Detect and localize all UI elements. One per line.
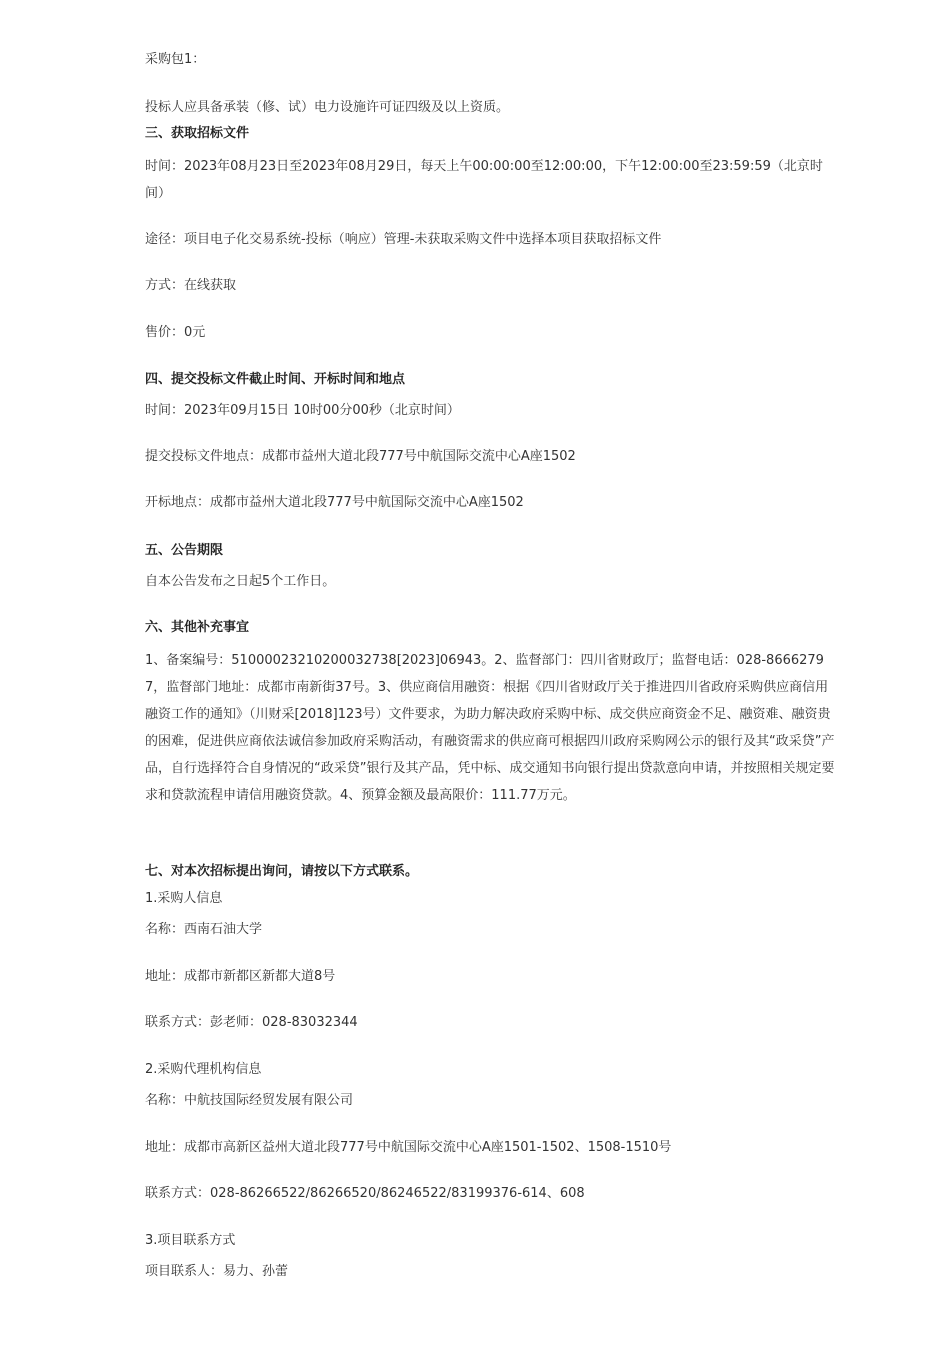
purchaser-name: 名称：西南石油大学 (145, 922, 263, 937)
section6-text: 1、备案编号：51000023210200032738[2023]06943。2、监督部门：四川省财政厅；监督电话：028-86662797，监督部门地址：成都市南新街37号。3、供应商信用融资：根据《四川省财政厅关于推进四川省政府采购供应商信用融资工作的通知》（川财采[2018]123号）文件要求，为助力解决政府采购中标、成交供应商资金不足、融资难、融资贵的困难，促进供应商依法诚信参加政府采购活动，有融资需求的供应商可根据四川政府采购网公示的银行及其“政采贷”产品，自行选择符合自身情况的“政采贷”银行及其产品，凭中标、成交通知书向银行提出贷款意向申请，并按照相关规定要求和贷款流程申请信用融资贷款。4、预算金额及最高限价：111.77万元。 (145, 653, 835, 803)
section4-submit-location: 提交投标文件地点：成都市益州大道北段777号中航国际交流中心A座1502 (145, 449, 576, 464)
qualification-text: 投标人应具备承装（修、试）电力设施许可证四级及以上资质。 (145, 100, 510, 115)
section4-heading: 四、提交投标文件截止时间、开标时间和地点 (145, 372, 406, 387)
agency-contact: 联系方式：028-86266522/86266520/86246522/83199376-614、608 (145, 1186, 585, 1201)
section7-heading: 七、对本次招标提出询问，请按以下方式联系。 (145, 864, 419, 879)
project-contact-person: 项目联系人：易力、孙蕾 (145, 1264, 289, 1279)
agency-name: 名称：中航技国际经贸发展有限公司 (145, 1093, 354, 1108)
section4-time: 时间：2023年09月15日 10时00分00秒（北京时间） (145, 403, 460, 418)
section3-route: 途径：项目电子化交易系统-投标（响应）管理-未获取采购文件中选择本项目获取招标文件 (145, 232, 662, 247)
section3-heading: 三、获取招标文件 (145, 126, 250, 141)
agency-address: 地址：成都市高新区益州大道北段777号中航国际交流中心A座1501-1502、1508-1510号 (145, 1140, 672, 1155)
section4-open-location: 开标地点：成都市益州大道北段777号中航国际交流中心A座1502 (145, 495, 524, 510)
project-contact-title: 3.项目联系方式 (145, 1233, 236, 1248)
purchaser-contact: 联系方式：彭老师：028-83032344 (145, 1015, 358, 1030)
section5-heading: 五、公告期限 (145, 543, 224, 558)
agency-title: 2.采购代理机构信息 (145, 1062, 262, 1077)
purchaser-title: 1.采购人信息 (145, 891, 223, 906)
section3-price: 售价：0元 (145, 325, 206, 340)
section3-time: 时间：2023年08月23日至2023年08月29日，每天上午00:00:00至12:00:00，下午12:00:00至23:59:59（北京时间） (145, 159, 823, 201)
purchaser-address: 地址：成都市新都区新都大道8号 (145, 969, 336, 984)
section6-heading: 六、其他补充事宜 (145, 620, 250, 635)
section3-method: 方式：在线获取 (145, 278, 237, 293)
package-label: 采购包1： (145, 52, 206, 67)
section5-text: 自本公告发布之日起5个工作日。 (145, 574, 336, 589)
